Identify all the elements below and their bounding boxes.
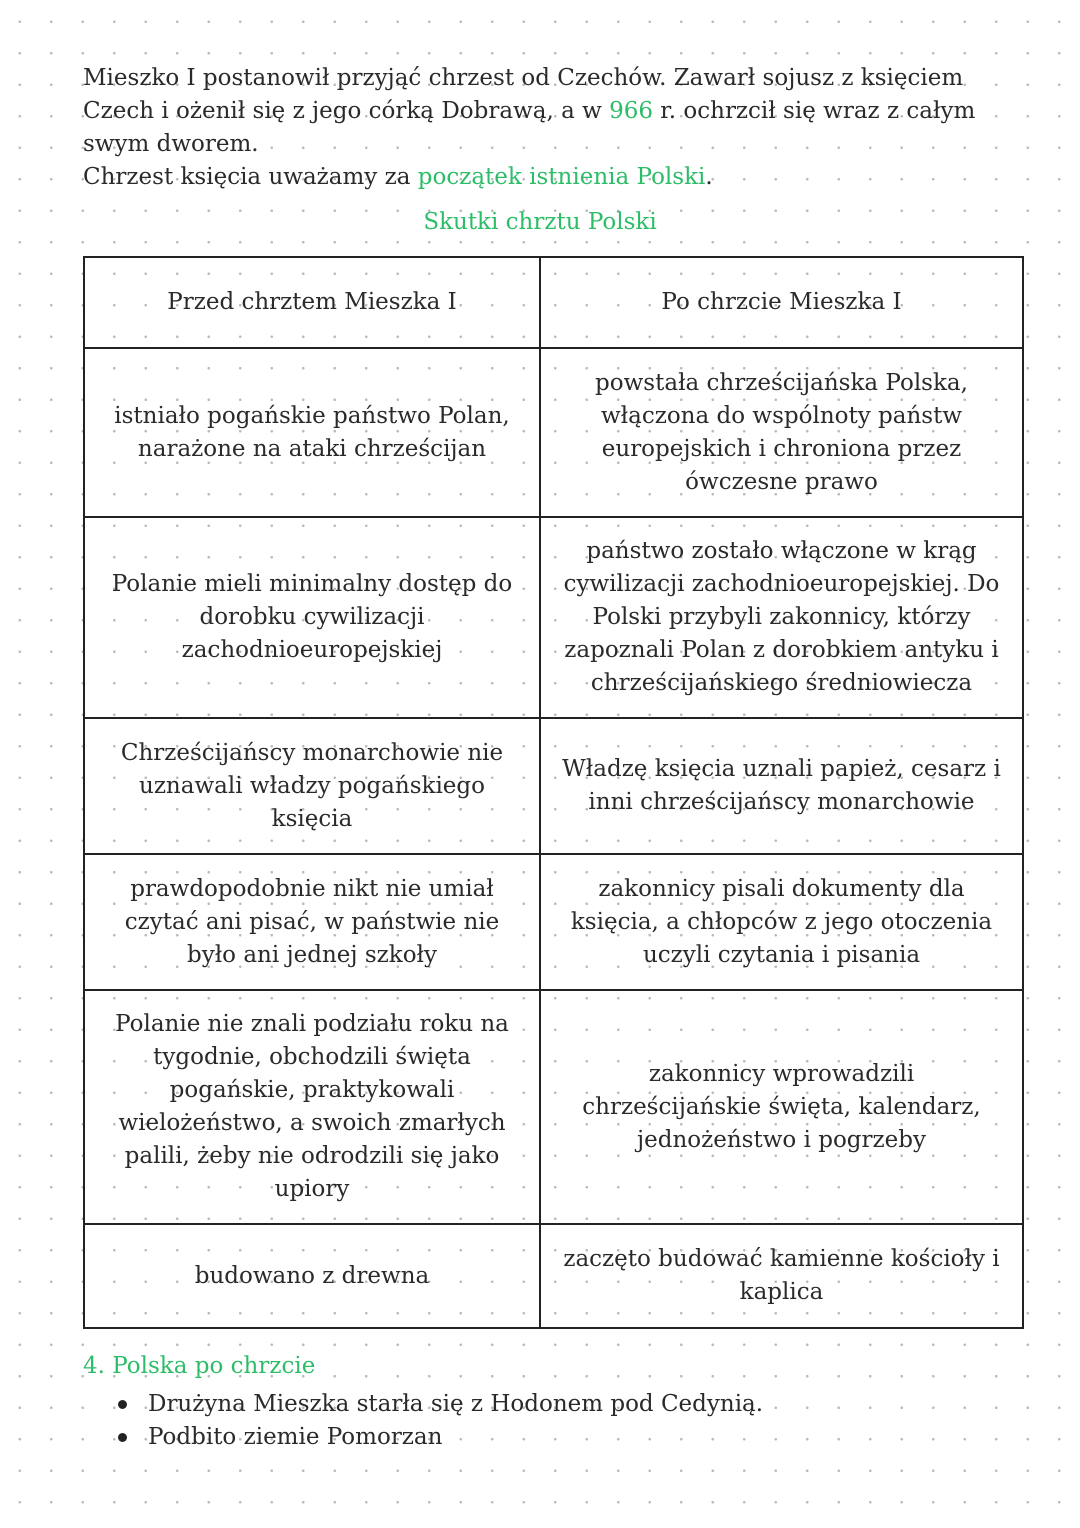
cell-before: Polanie mieli minimalny dostęp do dorobku cywilizacji zachodnioeuropejskiej xyxy=(84,517,540,718)
intro-paragraph xyxy=(83,62,1003,194)
cell-before: prawdopodobnie nikt nie umiał czytać ani pisać, w państwie nie było ani jednej szkoły xyxy=(84,854,540,990)
bullet-icon xyxy=(118,1433,127,1442)
table-row xyxy=(84,718,1023,854)
table-row xyxy=(84,990,1023,1224)
bullet-icon xyxy=(118,1400,127,1409)
section-heading: 4. Polska po chrzcie xyxy=(83,1353,316,1379)
cell-after: Władzę księcia uznali papież, cesarz i inni chrześcijańscy monarchowie xyxy=(540,718,1023,854)
cell-before: istniało pogańskie państwo Polan, narażone na ataki chrześcijan xyxy=(84,348,540,517)
table-title: Skutki chrztu Polski xyxy=(423,209,657,235)
header-before-baptism: Przed chrztem Mieszka I xyxy=(84,257,540,348)
cell-before: Chrześcijańscy monarchowie nie uznawali władzy pogańskiego księcia xyxy=(84,718,540,854)
table-header-row xyxy=(84,257,1023,348)
intro-line-4-end: . xyxy=(705,164,713,190)
list-item xyxy=(110,1421,763,1454)
table-row xyxy=(84,348,1023,517)
cell-after: zakonnicy wprowadzili chrześcijańskie święta, kalendarz, jednożeństwo i pogrzeby xyxy=(540,990,1023,1224)
list-item-text: Podbito ziemie Pomorzan xyxy=(148,1424,443,1450)
cell-after: zakonnicy pisali dokumenty dla księcia, a chłopców z jego otoczenia uczyli czytania i pisania xyxy=(540,854,1023,990)
poland-beginning-highlight: początek istnienia Polski xyxy=(417,164,706,190)
intro-line-2-end: r. ochrzcił się wraz z całym xyxy=(653,98,976,124)
header-after-baptism: Po chrzcie Mieszka I xyxy=(540,257,1023,348)
cell-after: zaczęto budować kamienne kościoły i kaplica xyxy=(540,1224,1023,1328)
cell-before: budowano z drewna xyxy=(84,1224,540,1328)
intro-line-3: swym dworem. xyxy=(83,131,259,157)
intro-line-2-start: Czech i ożenił się z jego córką Dobrawą, a w xyxy=(83,98,610,124)
cell-after: powstała chrześcijańska Polska, włączona do wspólnoty państw europejskich i chroniona przez ówczesne prawo xyxy=(540,348,1023,517)
table-row xyxy=(84,517,1023,718)
intro-line-1: Mieszko I postanowił przyjąć chrzest od Czechów. Zawarł sojusz z księciem xyxy=(83,65,964,91)
year-highlight: 966 xyxy=(609,98,653,124)
table-row xyxy=(84,854,1023,990)
baptism-effects-table xyxy=(83,256,1024,1329)
cell-after: państwo zostało włączone w krąg cywilizacji zachodnioeuropejskiej. Do Polski przybyli zakonnicy, którzy zapoznali Polan z dorobkiem antyku i chrześcijańskiego średniowiecza xyxy=(540,517,1023,718)
list-item-text: Drużyna Mieszka starła się z Hodonem pod Cedynią. xyxy=(148,1391,764,1417)
cell-before: Polanie nie znali podziału roku na tygodnie, obchodzili święta pogańskie, praktykowali wielożeństwo, a swoich zmarłych palili, żeby nie odrodzili się jako upiory xyxy=(84,990,540,1224)
intro-line-4-start: Chrzest księcia uważamy za xyxy=(83,164,418,190)
table-row xyxy=(84,1224,1023,1328)
section-bullet-list xyxy=(110,1388,763,1454)
list-item xyxy=(110,1388,763,1421)
